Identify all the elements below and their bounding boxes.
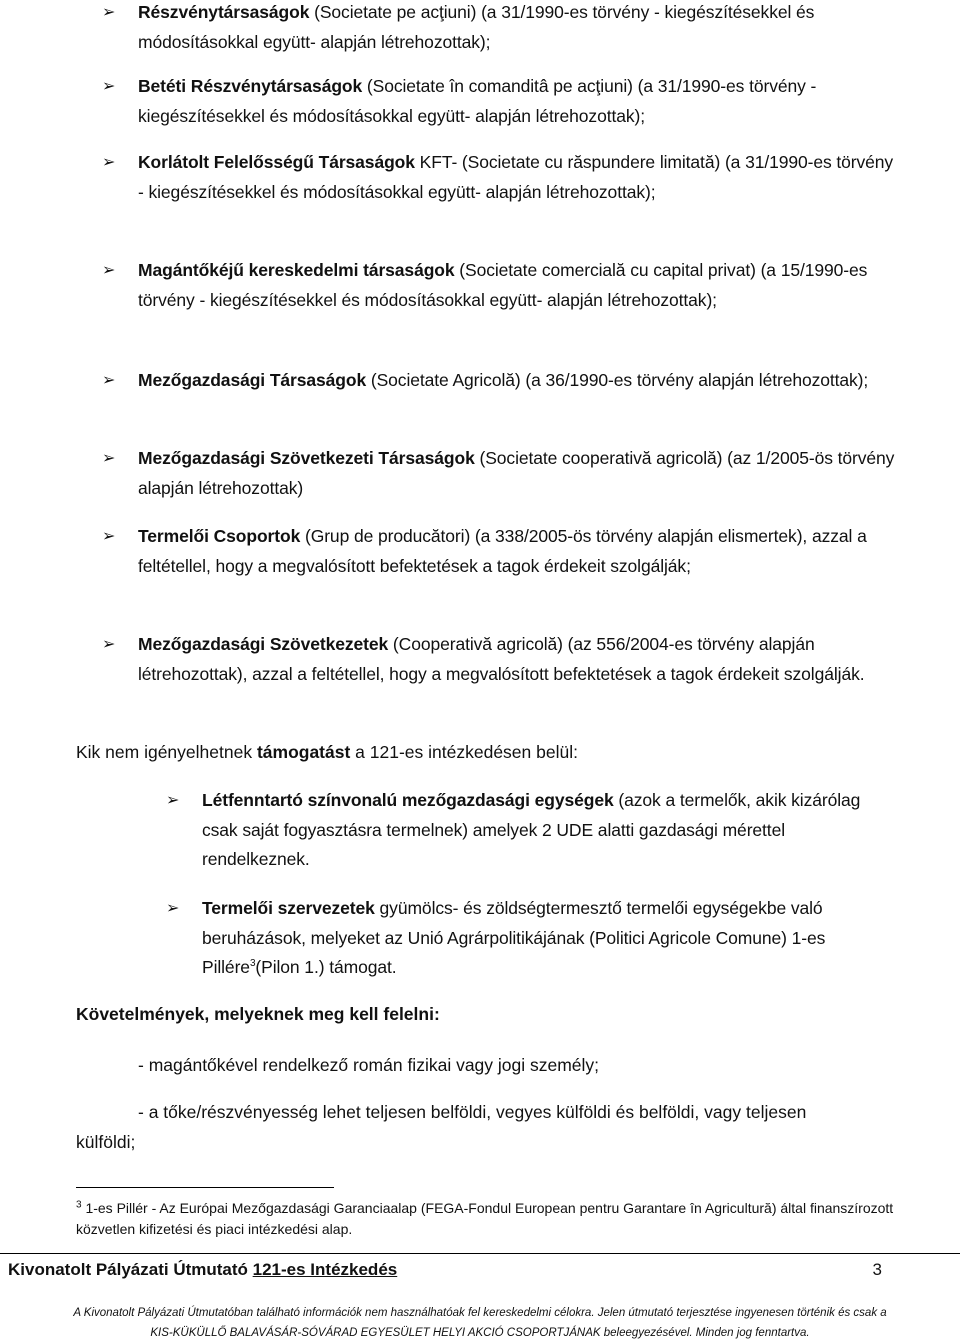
- list-item-term: Mezőgazdasági Szövetkezeti Társaságok: [138, 448, 475, 468]
- exclusion-term: Létfenntartó színvonalú mezőgazdasági egységek: [202, 790, 614, 810]
- arrow-bullet-icon: ➢: [102, 450, 116, 467]
- exclusion-text: gyümölcs- és zöldségtermesztő termelői egységekbe való beruházások, melyeket az Unió Agrárpolitikájának (Politici Agricole Comune) 1-es Pillére: [202, 898, 826, 977]
- list-item-text: (Cooperativă agricolă) (az 556/2004-es törvény alapján létrehozottak), azzal a feltétellel, hogy a megvalósított befektetések a tagok érdekeit szolgálják.: [138, 634, 865, 684]
- requirements-heading: Követelmények, melyeknek meg kell felelni:: [76, 1004, 440, 1024]
- arrow-bullet-icon: ➢: [102, 78, 116, 95]
- list-item-term: Termelői Csoportok: [138, 526, 301, 546]
- page-number: 3: [872, 1260, 882, 1279]
- list-item-term: Mezőgazdasági Társaságok: [138, 370, 367, 390]
- list-item: [102, 72, 898, 131]
- list-item-term: Betéti Részvénytársaságok: [138, 76, 363, 96]
- list-item-text: (Societate cooperativă agricolă) (az 1/2005-ös törvény alapján létrehozottak): [138, 448, 895, 498]
- exclusion-term: Termelői szervezetek: [202, 898, 375, 918]
- footer-disclaimer: A Kivonatolt Pályázati Útmutatóban található információk nem használhatóak fel kereskedelmi célokra. Jelen útmutató terjesztése ingyenesen történik és csak a KIS-KÜKÜLLŐ BALAVÁSÁR-SÓVÁRAD EGYESÜLET HELYI AKCIÓ CSOPORTJÁNAK beleegyezésével. Minden jog fenntartva.: [73, 1307, 887, 1339]
- arrow-bullet-icon: ➢: [102, 528, 116, 545]
- list-item: [102, 630, 898, 689]
- exclusion-item: [166, 894, 892, 983]
- list-item: [102, 256, 898, 315]
- exclusion-text-tail: (Pilon 1.) támogat.: [255, 957, 397, 977]
- footer-separator: [0, 1253, 960, 1254]
- exclusion-heading: Kik nem igényelhetnek támogatást a 121-es intézkedésen belül:: [76, 742, 578, 762]
- arrow-bullet-icon: ➢: [166, 900, 180, 917]
- list-item-text: (Societate Agricolă) (a 36/1990-es törvény alapján létrehozottak);: [366, 370, 869, 390]
- list-item: [102, 522, 898, 581]
- list-item-text: (Grup de producători) (a 338/2005-ös törvény alapján elismertek), azzal a feltétellel, hogy a megvalósított befektetések a tagok érdekeit szolgálják;: [138, 526, 867, 576]
- arrow-bullet-icon: ➢: [102, 636, 116, 653]
- arrow-bullet-icon: ➢: [102, 262, 116, 279]
- arrow-bullet-icon: ➢: [166, 792, 180, 809]
- exclusion-text: (azok a termelők, akik kizárólag csak saját fogyasztásra termelnek) amelyek 2 UDE alatti gazdasági mérettel rendelkeznek.: [202, 790, 861, 869]
- arrow-bullet-icon: ➢: [102, 4, 116, 21]
- list-item-term: Mezőgazdasági Szövetkezetek: [138, 634, 389, 654]
- footnote: [76, 1198, 936, 1240]
- list-item-term: Korlátolt Felelősségű Társaságok: [138, 152, 415, 172]
- footer-title: Kivonatolt Pályázati Útmutató 121-es Intézkedés: [8, 1260, 398, 1279]
- footnote-reference[interactable]: 3: [249, 958, 256, 970]
- exclusion-item: [166, 786, 892, 875]
- list-item-text: KFT- (Societate cu răspundere limitată) (a 31/1990-es törvény - kiegészítésekkel és módosításokkal együtt- alapján létrehozottak);: [138, 152, 894, 202]
- footnote-text: 1-es Pillér - Az Európai Mezőgazdasági Garanciaalap (FEGA-Fondul European pentru Garantare în Agricultură) által finanszírozott közvetlen kifizetési és piaci intézkedési alap.: [76, 1200, 894, 1237]
- requirement-item: - magántőkével rendelkező román fizikai vagy jogi személy;: [138, 1055, 600, 1075]
- list-item: [102, 366, 898, 396]
- list-item-term: Magántőkéjű kereskedelmi társaságok: [138, 260, 455, 280]
- list-item: [102, 444, 898, 503]
- footnote-separator: [76, 1187, 334, 1188]
- arrow-bullet-icon: ➢: [102, 372, 116, 389]
- footnote-mark: 3: [76, 1199, 82, 1211]
- list-item-text: (Societate comercială cu capital privat) (a 15/1990-es törvény - kiegészítésekkel és módosításokkal együtt- alapján létrehozottak);: [138, 260, 868, 310]
- list-item-text: (Societate în comanditâ pe acţiuni) (a 31/1990-es törvény - kiegészítésekkel és módosításokkal együtt- alapján létrehozottak);: [138, 76, 817, 126]
- list-item: [102, 148, 898, 207]
- requirement-item: - a tőke/részvényesség lehet teljesen belföldi, vegyes külföldi és belföldi, vagy teljesen külföldi;: [76, 1102, 807, 1152]
- list-item-term: Részvénytársaságok: [138, 2, 310, 22]
- list-item: [102, 0, 898, 57]
- list-item-text: (Societate pe acţiuni) (a 31/1990-es törvény - kiegészítésekkel és módosításokkal együtt- alapján létrehozottak);: [138, 2, 815, 52]
- arrow-bullet-icon: ➢: [102, 154, 116, 171]
